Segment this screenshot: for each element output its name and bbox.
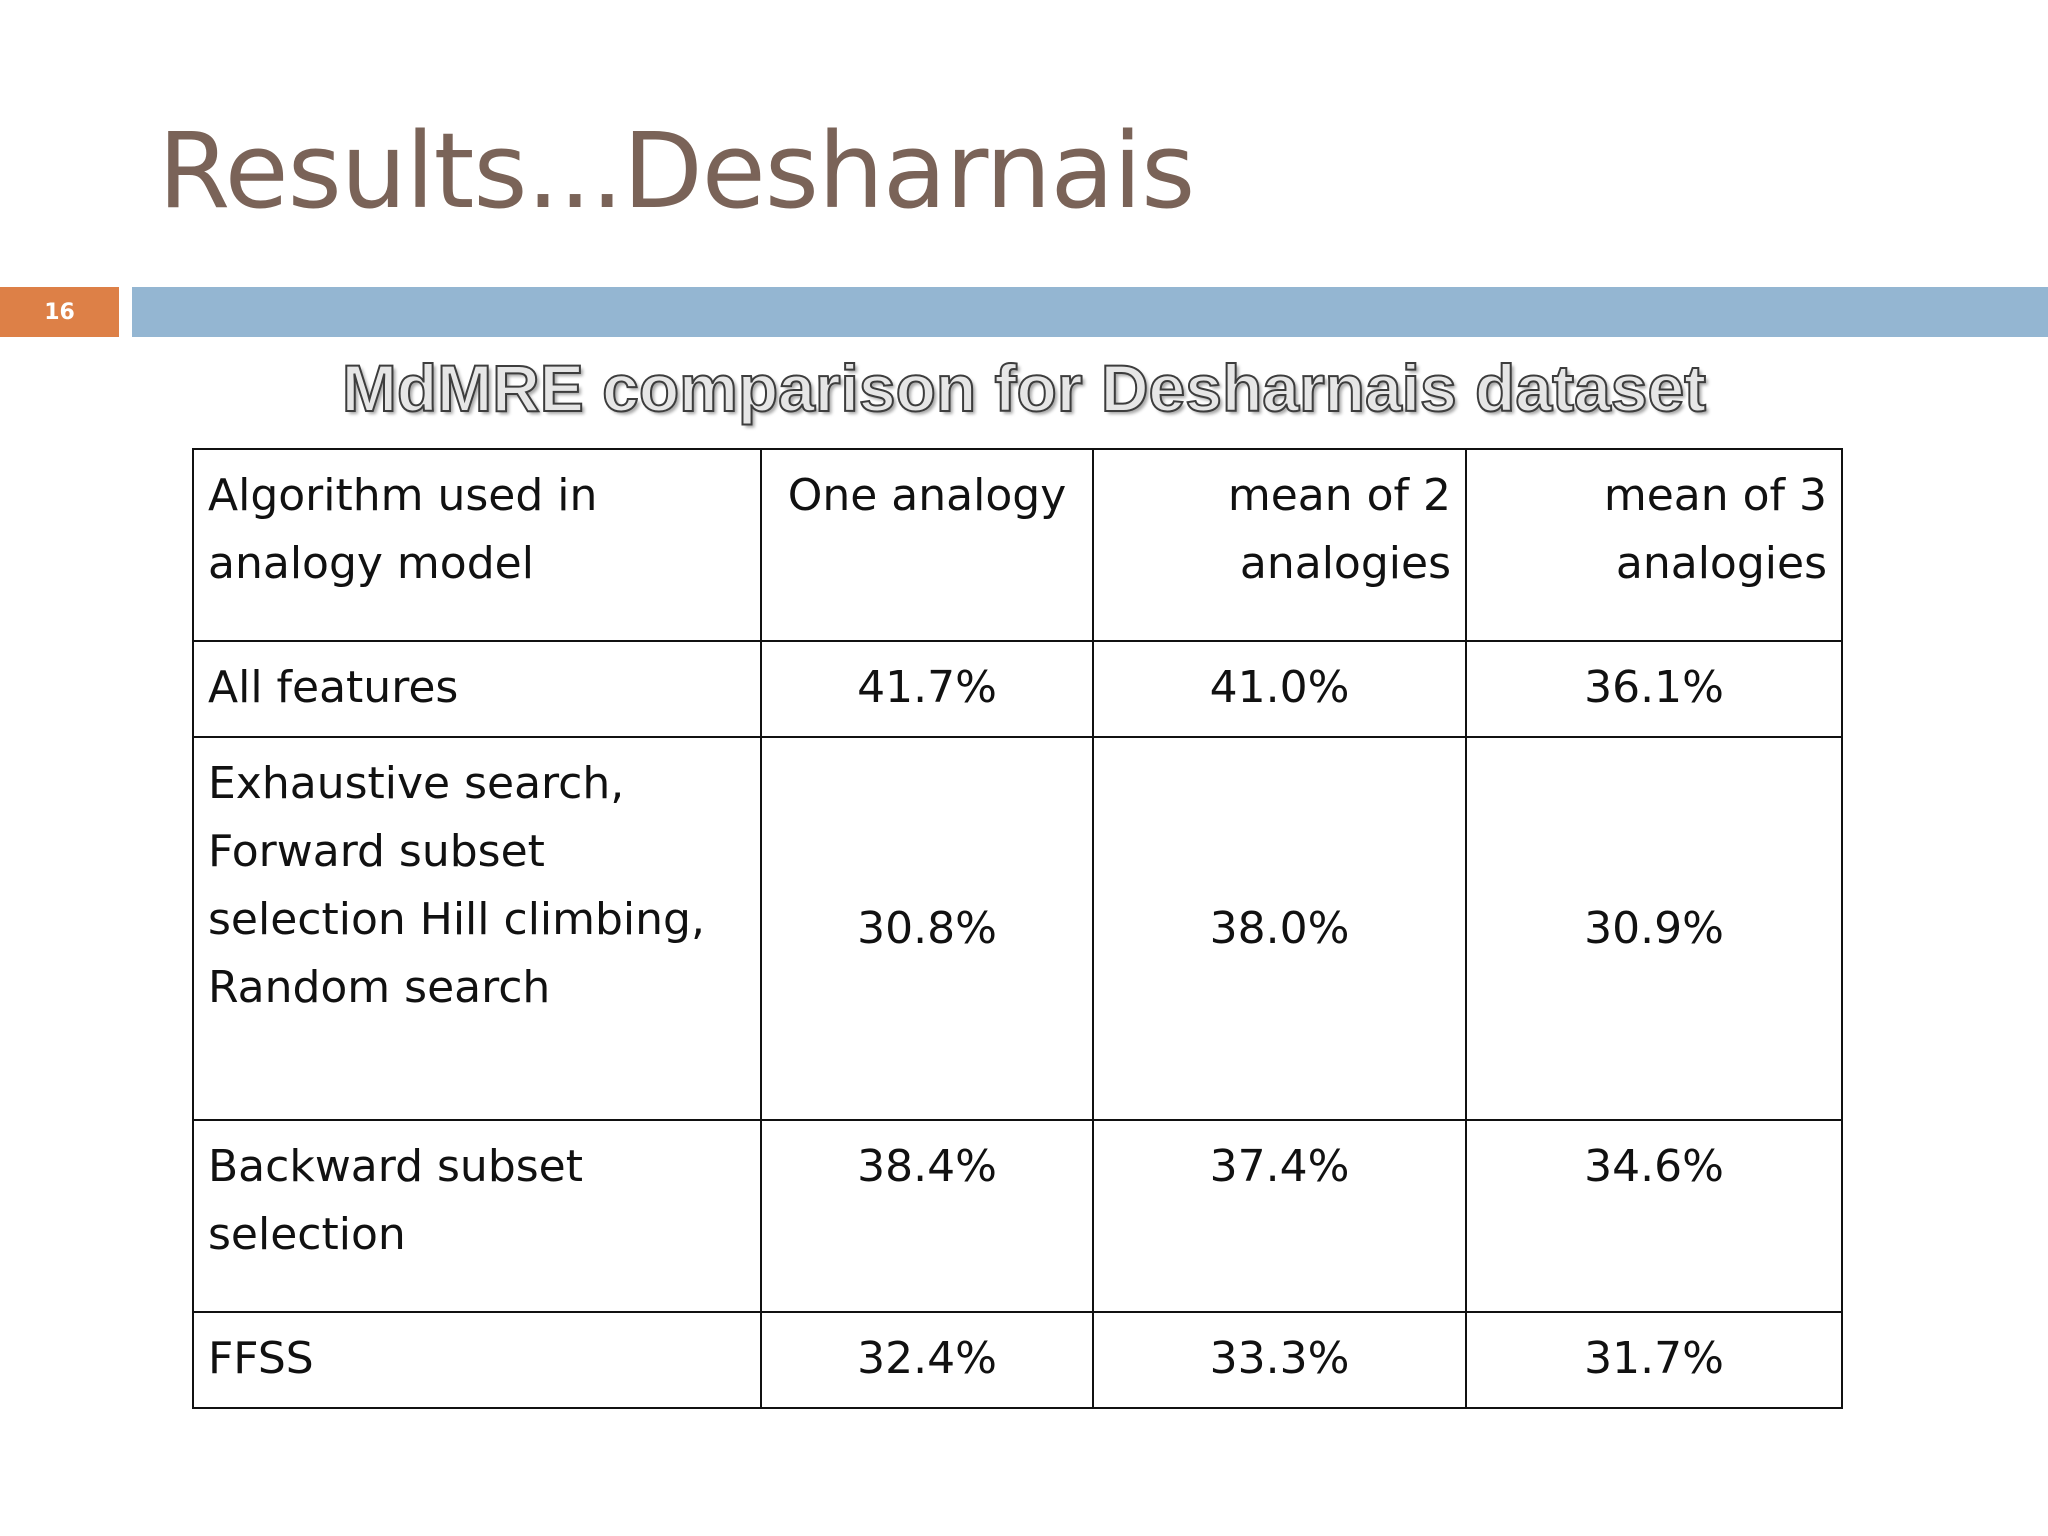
cell-one-analogy: 38.4% xyxy=(761,1120,1093,1312)
table-caption: MdMRE comparison for Desharnais dataset xyxy=(341,351,1707,425)
accent-bar xyxy=(132,287,2048,337)
header-mean-of-3: mean of 3 analogies xyxy=(1466,449,1842,641)
cell-mean-of-3: 31.7% xyxy=(1466,1312,1842,1408)
table-row xyxy=(193,737,1842,1120)
results-table xyxy=(192,448,1843,1409)
header-mean-of-2: mean of 2 analogies xyxy=(1093,449,1466,641)
header-one-analogy: One analogy xyxy=(761,449,1093,641)
cell-mean-of-2: 38.0% xyxy=(1093,737,1466,1120)
header-algorithm: Algorithm used in analogy model xyxy=(193,449,761,641)
cell-mean-of-2: 33.3% xyxy=(1093,1312,1466,1408)
cell-algorithm: Exhaustive search, Forward subset selection Hill climbing, Random search xyxy=(193,737,761,1120)
table-row xyxy=(193,641,1842,737)
cell-mean-of-3: 34.6% xyxy=(1466,1120,1842,1312)
table-row xyxy=(193,1120,1842,1312)
cell-algorithm: All features xyxy=(193,641,761,737)
cell-one-analogy: 41.7% xyxy=(761,641,1093,737)
cell-one-analogy: 32.4% xyxy=(761,1312,1093,1408)
cell-one-analogy: 30.8% xyxy=(761,737,1093,1120)
cell-mean-of-3: 30.9% xyxy=(1466,737,1842,1120)
table-row xyxy=(193,1312,1842,1408)
slide-number: 16 xyxy=(0,287,119,337)
cell-algorithm: FFSS xyxy=(193,1312,761,1408)
cell-algorithm: Backward subset selection xyxy=(193,1120,761,1312)
slide-title: Results...Desharnais xyxy=(158,110,1195,232)
cell-mean-of-2: 37.4% xyxy=(1093,1120,1466,1312)
cell-mean-of-2: 41.0% xyxy=(1093,641,1466,737)
cell-mean-of-3: 36.1% xyxy=(1466,641,1842,737)
table-header-row xyxy=(193,449,1842,641)
